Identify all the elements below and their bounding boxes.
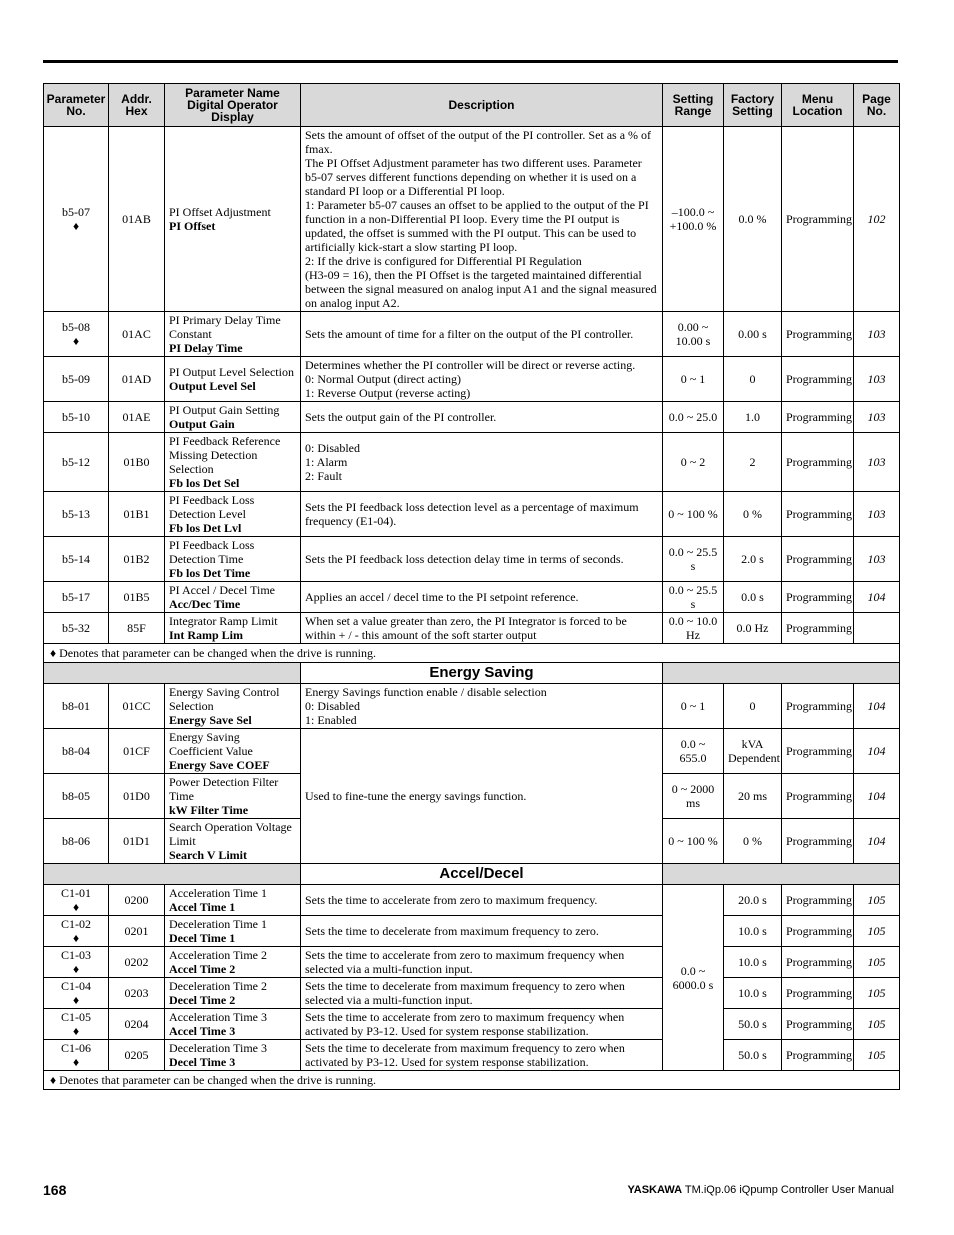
param-no: b5-09 [62, 372, 90, 386]
param-no: C1-04 [61, 979, 91, 993]
addr-hex: 01CC [109, 684, 165, 729]
table-row [44, 492, 900, 537]
description-line: Used to fine-tune the energy savings function. [305, 789, 527, 803]
param-no: C1-01 [61, 886, 91, 900]
param-name: Deceleration Time 3 [169, 1041, 267, 1055]
param-no-cell [44, 885, 109, 916]
param-no: C1-06 [61, 1041, 91, 1055]
factory-setting: 0 % [724, 492, 782, 537]
description-cell [301, 684, 663, 729]
param-no: b8-04 [62, 744, 90, 758]
description-line: Sets the output gain of the PI controller. [305, 410, 497, 424]
table-row [44, 1040, 900, 1071]
param-name-cell [165, 357, 301, 402]
section-header-row [44, 864, 900, 885]
param-no-cell [44, 916, 109, 947]
menu-location: Programming [782, 819, 854, 864]
param-name-cell [165, 433, 301, 492]
description-cell [301, 312, 663, 357]
operator-display: Fb los Det Time [169, 566, 251, 580]
param-no-cell [44, 947, 109, 978]
setting-range: 0.0 ~ 25.5 s [663, 582, 724, 613]
addr-hex: 01B5 [109, 582, 165, 613]
description-line: 0: Disabled [305, 699, 360, 713]
addr-hex: 0201 [109, 916, 165, 947]
description-line: Sets the time to decelerate from maximum frequency to zero. [305, 924, 599, 938]
param-no: C1-05 [61, 1010, 91, 1024]
run-change-mark: ♦ [72, 962, 80, 976]
param-name: Power Detection Filter Time [169, 775, 279, 803]
page-no: 103 [854, 357, 900, 402]
menu-location: Programming [782, 1040, 854, 1071]
section-blank-right [663, 864, 900, 885]
description-line: Energy Savings function enable / disable selection [305, 685, 547, 699]
table-row [44, 684, 900, 729]
param-no: b8-05 [62, 789, 90, 803]
run-change-mark: ♦ [72, 993, 80, 1007]
factory-setting: 10.0 s [724, 916, 782, 947]
operator-display: Output Gain [169, 417, 235, 431]
table-header-row [44, 84, 900, 127]
param-name-cell [165, 684, 301, 729]
param-name: PI Accel / Decel Time [169, 583, 275, 597]
description-line: Sets the time to decelerate from maximum frequency to zero when selected via a multi-function input. [305, 979, 625, 1007]
addr-hex: 0203 [109, 978, 165, 1009]
header-menu-location: Menu Location [782, 84, 854, 127]
section-blank-right [663, 663, 900, 684]
description-cell [301, 492, 663, 537]
param-name-cell [165, 819, 301, 864]
setting-range: 0.00 ~ 10.00 s [663, 312, 724, 357]
description-line: Applies an accel / decel time to the PI setpoint reference. [305, 590, 579, 604]
note-row [44, 644, 900, 663]
description-line: Sets the amount of time for a filter on the output of the PI controller. [305, 327, 634, 341]
page-no: 104 [854, 684, 900, 729]
description-line: 1: Parameter b5-07 causes an offset to be applied to the output of the PI function in a non-Differential PI loop. Every time the PI output is updated, the offset is summed with the PI output. This can be used to artificially kick-start a slow starting PI loop. [305, 198, 649, 254]
header-description: Description [301, 84, 663, 127]
param-name: Deceleration Time 2 [169, 979, 267, 993]
param-name: Deceleration Time 1 [169, 917, 267, 931]
description-line: 2: If the drive is configured for Differential PI Regulation [305, 254, 582, 268]
header-setting-range: Setting Range [663, 84, 724, 127]
table-row [44, 885, 900, 916]
section-header-row [44, 663, 900, 684]
param-no-cell [44, 433, 109, 492]
operator-display: Search V Limit [169, 848, 248, 862]
param-no: C1-02 [61, 917, 91, 931]
param-no: b5-32 [62, 621, 90, 635]
param-no-cell [44, 312, 109, 357]
table-row [44, 357, 900, 402]
menu-location: Programming [782, 885, 854, 916]
description-cell [301, 537, 663, 582]
param-no-cell [44, 582, 109, 613]
operator-display: Fb los Det Lvl [169, 521, 242, 535]
param-no-cell [44, 978, 109, 1009]
page-no: 104 [854, 774, 900, 819]
param-name-cell [165, 537, 301, 582]
operator-display: Output Level Sel [169, 379, 256, 393]
run-change-mark: ♦ [72, 931, 80, 945]
operator-display: Int Ramp Lim [169, 628, 244, 642]
page-no: 103 [854, 433, 900, 492]
table-row [44, 582, 900, 613]
operator-display: Decel Time 1 [169, 931, 236, 945]
addr-hex: 01D0 [109, 774, 165, 819]
description-line: The PI Offset Adjustment parameter has two different uses. Parameter b5-07 serves different functions depending on whether it is used on a standard PI loop or a Differential PI loop. [305, 156, 642, 198]
table-row [44, 433, 900, 492]
param-name: PI Output Level Selection [169, 365, 294, 379]
description-line: Sets the PI feedback loss detection level as a percentage of maximum frequency (E1-04). [305, 500, 639, 528]
page-no [854, 613, 900, 644]
table-row [44, 916, 900, 947]
addr-hex: 01B2 [109, 537, 165, 582]
description-cell [301, 127, 663, 312]
factory-setting: 0 [724, 357, 782, 402]
page-no: 105 [854, 978, 900, 1009]
run-change-note: ♦ Denotes that parameter can be changed when the drive is running. [44, 1071, 900, 1090]
description-cell [301, 613, 663, 644]
factory-setting: 2 [724, 433, 782, 492]
description-line: Sets the amount of offset of the output of the PI controller. Set as a % of fmax. [305, 128, 652, 156]
param-name-cell [165, 582, 301, 613]
operator-display: Energy Save Sel [169, 713, 252, 727]
param-name: PI Primary Delay Time Constant [169, 313, 281, 341]
param-no-cell [44, 402, 109, 433]
table-body [44, 127, 900, 1090]
description-cell [301, 885, 663, 916]
run-change-mark: ♦ [72, 1055, 80, 1069]
menu-location: Programming [782, 357, 854, 402]
param-name-cell [165, 947, 301, 978]
param-name-cell [165, 492, 301, 537]
table-row [44, 613, 900, 644]
operator-display: Energy Save COEF [169, 758, 270, 772]
operator-display: Acc/Dec Time [169, 597, 241, 611]
page-no: 105 [854, 1040, 900, 1071]
factory-setting: 0.0 Hz [724, 613, 782, 644]
param-no-cell [44, 1009, 109, 1040]
description-line: Sets the time to accelerate from zero to maximum frequency when activated by P3-12. Used for system response stabilization. [305, 1010, 625, 1038]
param-name-cell [165, 1009, 301, 1040]
factory-setting: 10.0 s [724, 947, 782, 978]
operator-display: Decel Time 2 [169, 993, 236, 1007]
param-name: Search Operation Voltage Limit [169, 820, 292, 848]
description-line: 1: Reverse Output (reverse acting) [305, 386, 471, 400]
param-no-cell [44, 684, 109, 729]
param-name-cell [165, 774, 301, 819]
setting-range: 0 ~ 1 [663, 357, 724, 402]
factory-setting: 0.0 % [724, 127, 782, 312]
addr-hex: 0200 [109, 885, 165, 916]
menu-location: Programming [782, 492, 854, 537]
addr-hex: 01AD [109, 357, 165, 402]
operator-display: Fb los Det Sel [169, 476, 240, 490]
header-factory-setting: Factory Setting [724, 84, 782, 127]
addr-hex: 01B0 [109, 433, 165, 492]
setting-range: 0 ~ 2000 ms [663, 774, 724, 819]
menu-location: Programming [782, 916, 854, 947]
page-no: 104 [854, 819, 900, 864]
page-no: 105 [854, 1009, 900, 1040]
param-no-cell [44, 127, 109, 312]
addr-hex: 01AB [109, 127, 165, 312]
param-no: b8-06 [62, 834, 90, 848]
run-change-mark: ♦ [72, 334, 80, 348]
param-name-cell [165, 312, 301, 357]
parameter-table [43, 83, 900, 1090]
operator-display: Accel Time 3 [169, 1024, 236, 1038]
param-no: b5-12 [62, 455, 90, 469]
param-name: Acceleration Time 2 [169, 948, 267, 962]
param-no-cell [44, 819, 109, 864]
param-name: Integrator Ramp Limit [169, 614, 278, 628]
header-param-no: Parameter No. [44, 84, 109, 127]
page-no: 102 [854, 127, 900, 312]
param-name: Acceleration Time 1 [169, 886, 267, 900]
param-no-cell [44, 613, 109, 644]
param-name: Energy Saving Control Selection [169, 685, 280, 713]
description-line: When set a value greater than zero, the PI Integrator is forced to be within + / - this amount of the soft starter output [305, 614, 627, 642]
addr-hex: 0204 [109, 1009, 165, 1040]
menu-location: Programming [782, 402, 854, 433]
menu-location: Programming [782, 127, 854, 312]
setting-range: 0 ~ 1 [663, 684, 724, 729]
setting-range: 0.0 ~ 25.0 [663, 402, 724, 433]
table-row [44, 402, 900, 433]
addr-hex: 01D1 [109, 819, 165, 864]
param-name: Acceleration Time 3 [169, 1010, 267, 1024]
operator-display: kW Filter Time [169, 803, 249, 817]
table-row [44, 947, 900, 978]
factory-setting: kVA Dependent [724, 729, 782, 774]
header-name-display: Parameter Name Digital Operator Display [165, 84, 301, 127]
param-no: b5-17 [62, 590, 90, 604]
menu-location: Programming [782, 613, 854, 644]
addr-hex: 0205 [109, 1040, 165, 1071]
param-name-cell [165, 916, 301, 947]
param-no: b8-01 [62, 699, 90, 713]
description-cell [301, 978, 663, 1009]
header-addr-hex: Addr. Hex [109, 84, 165, 127]
description-line: Determines whether the PI controller will be direct or reverse acting. [305, 358, 636, 372]
run-change-mark: ♦ [72, 1024, 80, 1038]
setting-range: 0.0 ~ 6000.0 s [663, 885, 724, 1071]
param-no-cell [44, 492, 109, 537]
page-no: 103 [854, 402, 900, 433]
addr-hex: 0202 [109, 947, 165, 978]
param-name-cell [165, 978, 301, 1009]
factory-setting: 0 [724, 684, 782, 729]
operator-display: Accel Time 2 [169, 962, 236, 976]
page-no: 103 [854, 312, 900, 357]
param-no-cell [44, 357, 109, 402]
param-no-cell [44, 774, 109, 819]
param-no-cell [44, 1040, 109, 1071]
addr-hex: 01B1 [109, 492, 165, 537]
description-cell [301, 582, 663, 613]
table-row [44, 537, 900, 582]
setting-range: 0.0 ~ 10.0 Hz [663, 613, 724, 644]
setting-range: 0 ~ 100 % [663, 819, 724, 864]
addr-hex: 01AE [109, 402, 165, 433]
description-cell [301, 1009, 663, 1040]
description-line: Sets the time to decelerate from maximum frequency to zero when activated by P3-12. Used for system response stabilization. [305, 1041, 625, 1069]
menu-location: Programming [782, 729, 854, 774]
setting-range: 0 ~ 100 % [663, 492, 724, 537]
operator-display: PI Offset [169, 219, 216, 233]
param-name-cell [165, 885, 301, 916]
description-line: 1: Alarm [305, 455, 348, 469]
setting-range: 0 ~ 2 [663, 433, 724, 492]
description-line: 0: Normal Output (direct acting) [305, 372, 461, 386]
param-no-cell [44, 729, 109, 774]
footer-manual: TM.iQp.06 iQpump Controller User Manual [684, 1184, 894, 1196]
param-no-cell [44, 537, 109, 582]
factory-setting: 1.0 [724, 402, 782, 433]
menu-location: Programming [782, 684, 854, 729]
page-no: 103 [854, 537, 900, 582]
factory-setting: 50.0 s [724, 1040, 782, 1071]
section-title: Accel/Decel [301, 864, 663, 885]
menu-location: Programming [782, 582, 854, 613]
factory-setting: 0 % [724, 819, 782, 864]
run-change-note: ♦ Denotes that parameter can be changed when the drive is running. [44, 644, 900, 663]
table-row [44, 1009, 900, 1040]
factory-setting: 10.0 s [724, 978, 782, 1009]
description-cell [301, 1040, 663, 1071]
menu-location: Programming [782, 433, 854, 492]
section-title: Energy Saving [301, 663, 663, 684]
description-cell [301, 916, 663, 947]
page-no: 104 [854, 729, 900, 774]
header-page-no: Page No. [854, 84, 900, 127]
description-line: (H3-09 = 16), then the PI Offset is the targeted maintained differential between the signal measured on analog input A1 and the signal measured on analog input A2. [305, 268, 657, 310]
factory-setting: 2.0 s [724, 537, 782, 582]
menu-location: Programming [782, 537, 854, 582]
description-cell [301, 402, 663, 433]
param-name-cell [165, 1040, 301, 1071]
param-name: Energy Saving Coefficient Value [169, 730, 253, 758]
table-row [44, 127, 900, 312]
menu-location: Programming [782, 312, 854, 357]
description-cell [301, 357, 663, 402]
factory-setting: 20.0 s [724, 885, 782, 916]
param-no: b5-10 [62, 410, 90, 424]
param-no: C1-03 [61, 948, 91, 962]
setting-range: –100.0 ~ +100.0 % [663, 127, 724, 312]
run-change-mark: ♦ [72, 219, 80, 233]
factory-setting: 0.00 s [724, 312, 782, 357]
menu-location: Programming [782, 947, 854, 978]
section-blank-left [44, 864, 301, 885]
description-cell [301, 433, 663, 492]
menu-location: Programming [782, 978, 854, 1009]
addr-hex: 85F [109, 613, 165, 644]
param-name-cell [165, 402, 301, 433]
description-line: 2: Fault [305, 469, 343, 483]
addr-hex: 01CF [109, 729, 165, 774]
page-no: 105 [854, 916, 900, 947]
param-name: PI Feedback Reference Missing Detection Selection [169, 434, 281, 476]
param-name: PI Feedback Loss Detection Time [169, 538, 255, 566]
page-no: 105 [854, 885, 900, 916]
factory-setting: 50.0 s [724, 1009, 782, 1040]
footer-manual-title [627, 1184, 894, 1196]
setting-range: 0.0 ~ 25.5 s [663, 537, 724, 582]
description-cell [301, 947, 663, 978]
param-no: b5-07 [62, 205, 90, 219]
description-line: 1: Enabled [305, 713, 357, 727]
operator-display: Decel Time 3 [169, 1055, 236, 1069]
factory-setting: 20 ms [724, 774, 782, 819]
param-name: PI Output Gain Setting [169, 403, 280, 417]
description-line: Sets the time to accelerate from zero to maximum frequency. [305, 893, 598, 907]
page-no: 103 [854, 492, 900, 537]
description-cell [301, 729, 663, 864]
param-no: b5-13 [62, 507, 90, 521]
table-row [44, 312, 900, 357]
param-no: b5-08 [62, 320, 90, 334]
param-name: PI Feedback Loss Detection Level [169, 493, 255, 521]
description-line: Sets the time to accelerate from zero to maximum frequency when selected via a multi-function input. [305, 948, 625, 976]
param-name: PI Offset Adjustment [169, 205, 271, 219]
addr-hex: 01AC [109, 312, 165, 357]
factory-setting: 0.0 s [724, 582, 782, 613]
description-line: Sets the PI feedback loss detection delay time in terms of seconds. [305, 552, 624, 566]
param-name-cell [165, 127, 301, 312]
top-rule [43, 60, 898, 63]
table-row [44, 978, 900, 1009]
footer-brand: YASKAWA [627, 1184, 683, 1196]
operator-display: Accel Time 1 [169, 900, 236, 914]
param-name-cell [165, 729, 301, 774]
setting-range: 0.0 ~ 655.0 [663, 729, 724, 774]
menu-location: Programming [782, 1009, 854, 1040]
description-line: 0: Disabled [305, 441, 360, 455]
param-no: b5-14 [62, 552, 90, 566]
menu-location: Programming [782, 774, 854, 819]
operator-display: PI Delay Time [169, 341, 243, 355]
note-row [44, 1071, 900, 1090]
param-name-cell [165, 613, 301, 644]
section-blank-left [44, 663, 301, 684]
page-no: 105 [854, 947, 900, 978]
table-row [44, 729, 900, 774]
page-no: 104 [854, 582, 900, 613]
run-change-mark: ♦ [72, 900, 80, 914]
page-number: 168 [43, 1182, 67, 1198]
